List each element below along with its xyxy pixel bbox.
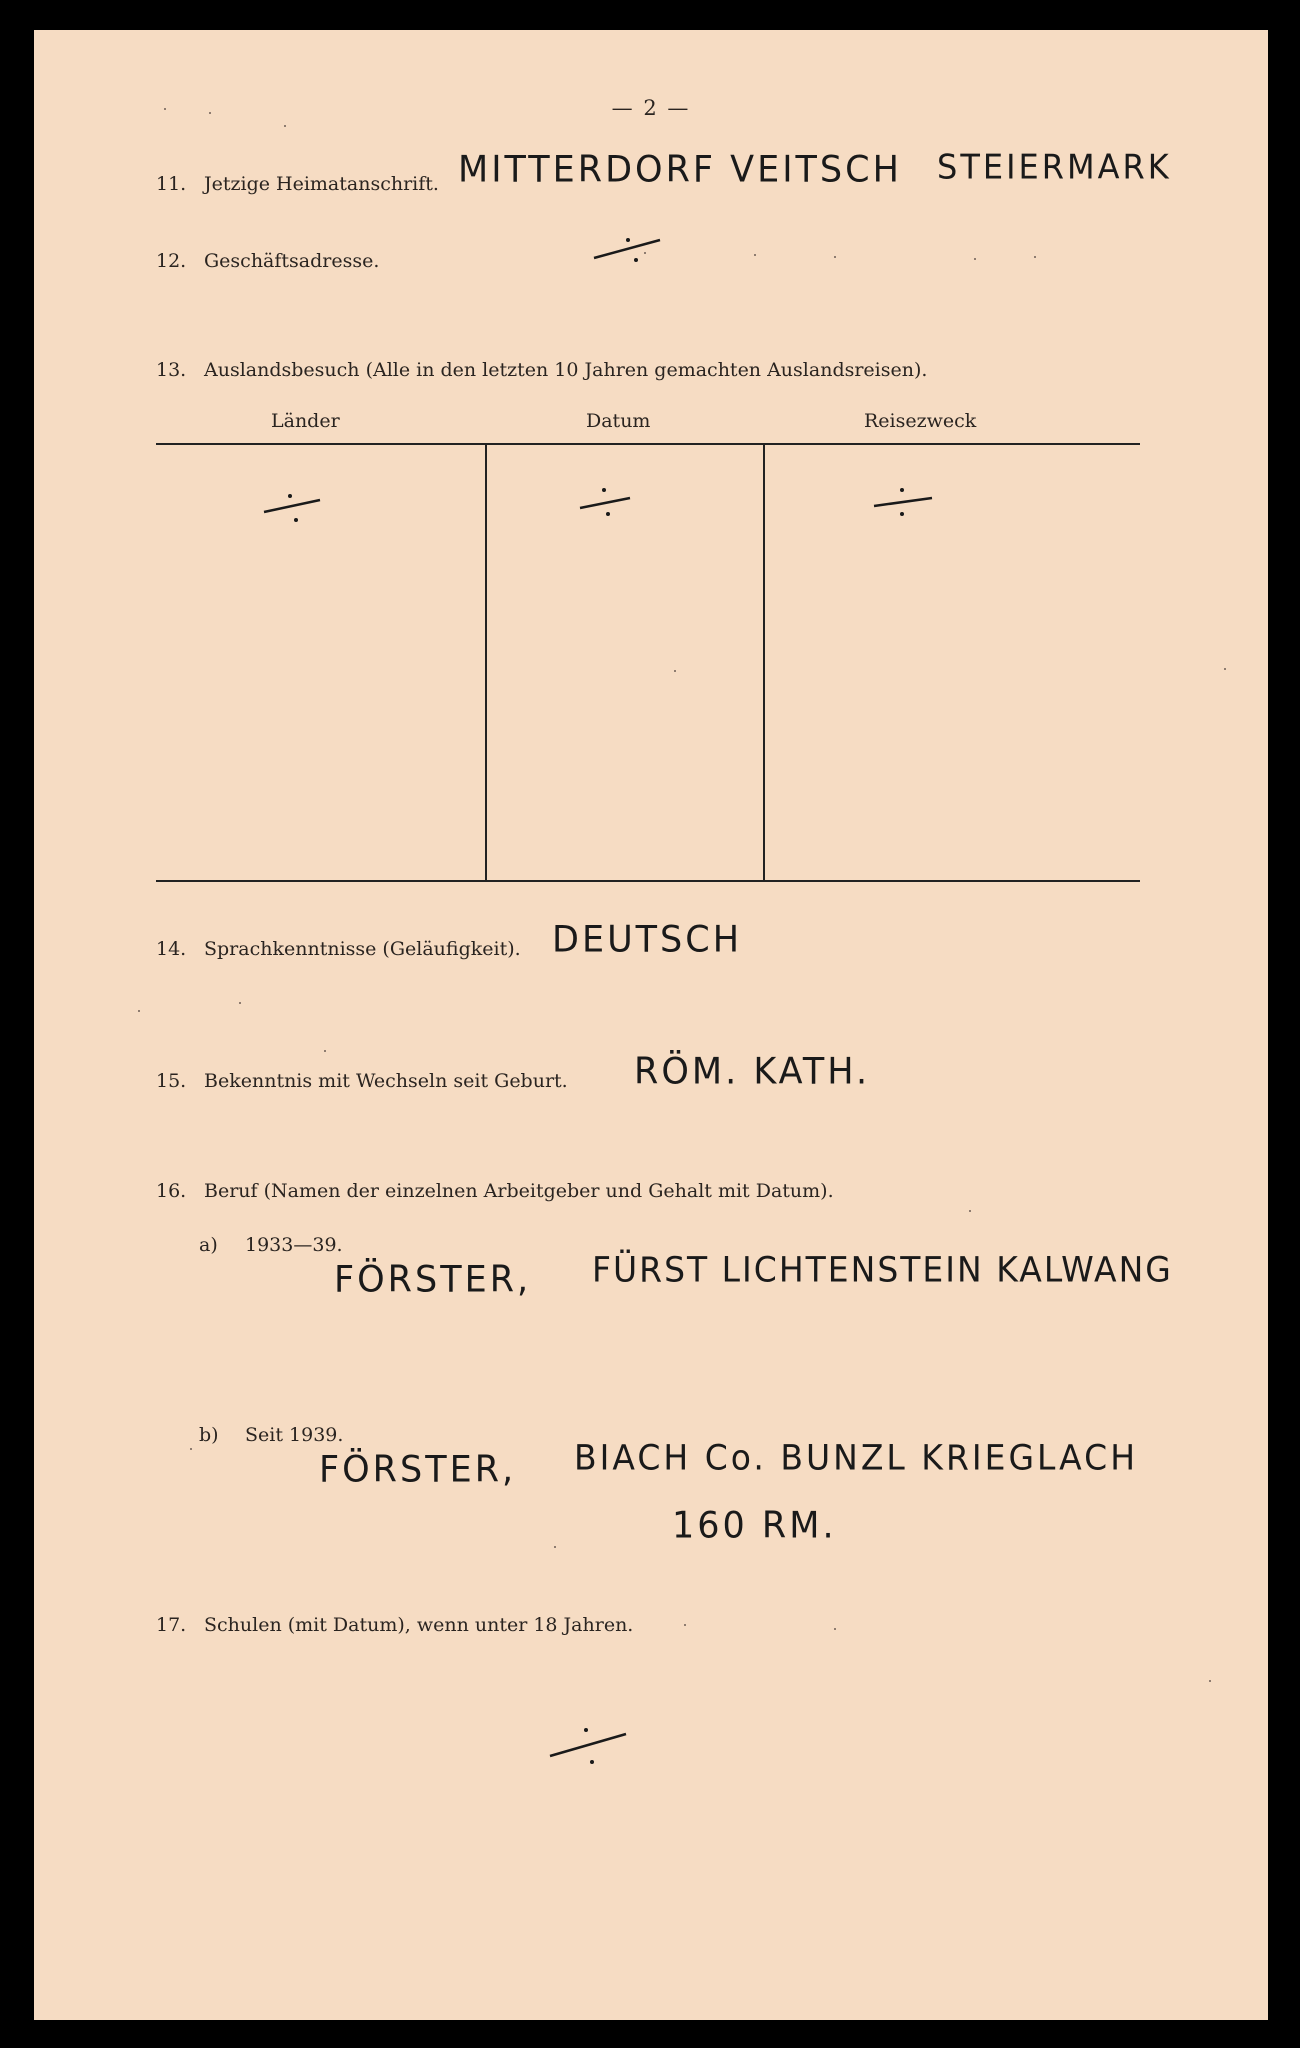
handwritten-religion: RÖM. KATH. — [634, 1051, 871, 1093]
table-bottom-rule — [156, 880, 1140, 882]
paper-speck — [209, 112, 211, 114]
item-label: Schulen (mit Datum), wenn unter 18 Jahren. — [204, 1614, 634, 1636]
sub-period: Seit 1939. — [245, 1424, 344, 1446]
paper-speck — [1034, 256, 1036, 258]
item-16b — [199, 1424, 343, 1446]
item-number: 16. — [156, 1180, 187, 1202]
paper-speck — [834, 256, 836, 258]
handwritten-home-region: STEIERMARK — [937, 147, 1172, 187]
item-number: 14. — [156, 938, 187, 960]
paper-speck — [684, 1624, 686, 1626]
sub-letter: a) — [199, 1234, 218, 1256]
item-label: Auslandsbesuch (Alle in den letzten 10 Jahren gemachten Auslandsreisen). — [204, 359, 928, 381]
handwritten-occupation-a: FÖRSTER, — [334, 1259, 532, 1301]
paper-speck — [834, 1628, 836, 1630]
column-header-laender: Länder — [271, 410, 340, 432]
paper-speck — [644, 252, 646, 254]
paper-speck — [239, 1002, 241, 1004]
item-number: 13. — [156, 359, 187, 381]
item-16 — [156, 1180, 834, 1202]
column-header-reisezweck: Reisezweck — [864, 410, 977, 432]
item-label: Jetzige Heimatanschrift. — [204, 173, 439, 195]
handwritten-none-mark — [870, 482, 940, 522]
paper-speck — [674, 670, 676, 672]
form-page — [34, 30, 1268, 2020]
paper-speck — [284, 125, 286, 127]
sub-period: 1933—39. — [245, 1234, 343, 1256]
paper-speck — [1224, 668, 1226, 670]
handwritten-none-mark — [546, 1722, 636, 1772]
item-number: 15. — [156, 1070, 187, 1092]
table-top-rule — [156, 443, 1140, 445]
paper-speck — [164, 108, 166, 110]
handwritten-none-mark — [260, 488, 330, 528]
item-17 — [156, 1614, 633, 1636]
handwritten-employer-b: BIACH Co. BUNZL KRIEGLACH — [574, 1437, 1139, 1478]
item-15 — [156, 1070, 568, 1092]
table-column-divider — [485, 444, 487, 880]
item-label: Beruf (Namen der einzelnen Arbeitgeber und Gehalt mit Datum). — [204, 1180, 834, 1202]
handwritten-none-mark — [574, 484, 644, 524]
paper-speck — [138, 1010, 140, 1012]
handwritten-occupation-b: FÖRSTER, — [319, 1449, 517, 1491]
item-label: Geschäftsadresse. — [204, 250, 380, 272]
item-16a — [199, 1234, 343, 1256]
handwritten-employer-a: FÜRST LICHTENSTEIN KALWANG — [592, 1249, 1173, 1290]
item-label: Sprachkenntnisse (Geläufigkeit). — [204, 938, 521, 960]
paper-speck — [190, 1448, 192, 1450]
item-number: 12. — [156, 250, 187, 272]
item-14 — [156, 938, 521, 960]
item-13 — [156, 359, 927, 381]
item-12 — [156, 250, 379, 272]
paper-speck — [324, 1050, 326, 1052]
handwritten-none-mark — [590, 230, 670, 270]
paper-speck — [974, 258, 976, 260]
sub-letter: b) — [199, 1424, 219, 1446]
handwritten-salary-b: 160 RM. — [672, 1505, 837, 1547]
item-number: 11. — [156, 173, 187, 195]
handwritten-languages: DEUTSCH — [552, 919, 743, 961]
paper-speck — [969, 1210, 971, 1212]
item-label: Bekenntnis mit Wechseln seit Geburt. — [204, 1070, 568, 1092]
item-number: 17. — [156, 1614, 187, 1636]
handwritten-home-address: MITTERDORF VEITSCH — [458, 149, 902, 191]
paper-speck — [1209, 1680, 1211, 1682]
paper-speck — [754, 254, 756, 256]
column-header-datum: Datum — [586, 410, 651, 432]
page-number: — 2 — — [611, 96, 691, 120]
paper-speck — [554, 1546, 556, 1548]
item-11 — [156, 173, 439, 195]
table-column-divider — [763, 444, 765, 880]
